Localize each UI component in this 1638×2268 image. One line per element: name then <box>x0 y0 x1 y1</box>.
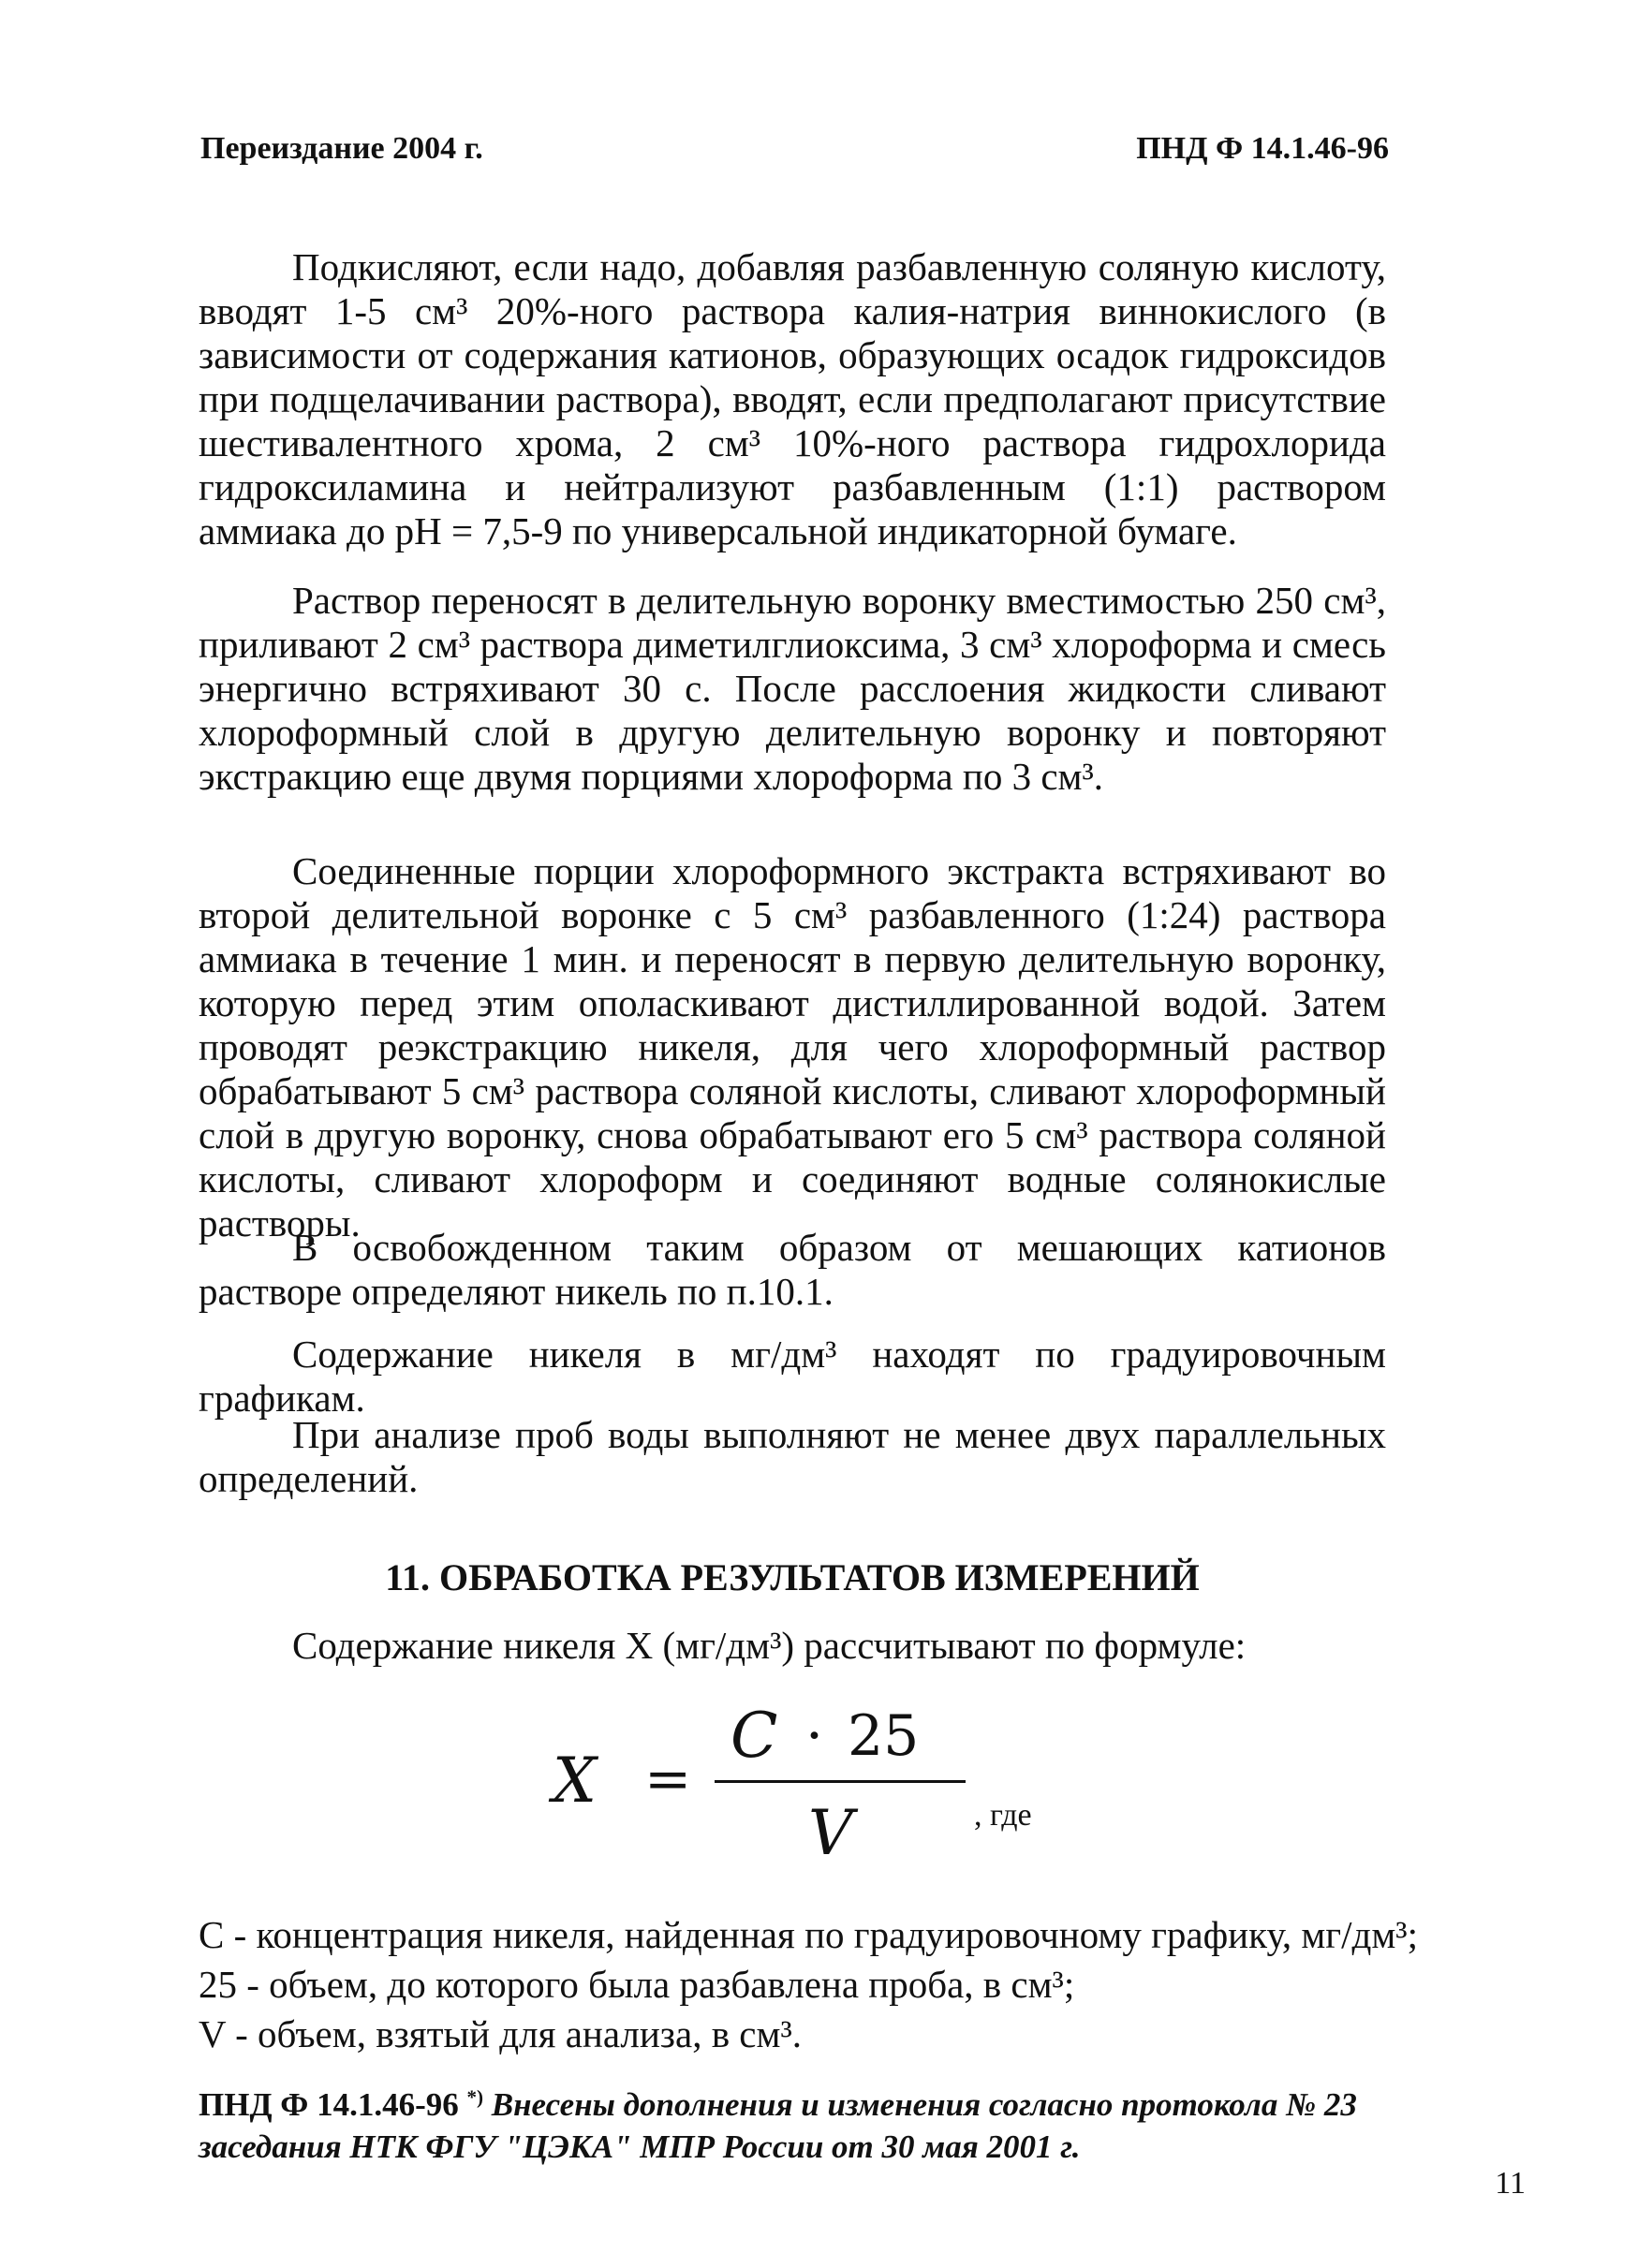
paragraph-calibration <box>199 1333 1386 1421</box>
footnote-code: ПНД Ф 14.1.46-96 <box>199 2086 459 2123</box>
formula-intro: Содержание никеля X (мг/дм³) рассчитывают по формуле: <box>292 1624 1247 1667</box>
formula <box>534 1700 1096 1887</box>
footnote-mark: *) <box>466 2085 483 2109</box>
definition-c: С - концентрация никеля, найденная по градуировочному графику, мг/дм³; <box>199 1913 1418 1956</box>
page-number: 11 <box>1495 2166 1526 2201</box>
formula-numerator-operator: · <box>805 1703 824 1769</box>
formula-numerator-variable: C <box>730 1700 778 1772</box>
paragraph-text: Содержание никеля в мг/дм³ находят по градуировочным графикам. <box>199 1333 1386 1420</box>
paragraph-text: Соединенные порции хлороформного экстракта встряхивают во второй делительной воронке с 5 см³ разбавленного (1:24) раствора аммиака в течение 1 мин. и переносят в первую делительную воронку, которую перед этим ополаскивают дистиллированной водой. Затем проводят реэкстракцию никеля, для чего хлороформный раствор обрабатывают 5 см³ раствора соляной кислоты, сливают хлороформный слой в другую воронку, снова обрабатывают его 5 см³ раствора соляной кислоты, сливают хлороформ и соединяют водные солянокислые растворы. <box>199 849 1386 1244</box>
paragraph-acidify <box>199 245 1386 553</box>
paragraph-extraction <box>199 579 1386 799</box>
paragraph-text: В освобожденном таким образом от мешающих катионов растворе определяют никель по п.10.1. <box>199 1226 1386 1313</box>
paragraph-text: Раствор переносят в делительную воронку вместимостью 250 см³, приливают 2 см³ раствора диметилглиоксима, 3 см³ хлороформа и смесь энергично встряхивают 30 с. После расслоения жидкости сливают хлороформный слой в другую делительную воронку и повторяют экстракцию еще двумя порциями хлороформа по 3 см³. <box>199 579 1386 798</box>
running-header-edition: Переиздание 2004 г. <box>200 131 483 166</box>
paragraph-text: При анализе проб воды выполняют не менее двух параллельных определений. <box>199 1413 1386 1500</box>
fraction-bar <box>715 1780 966 1783</box>
section-heading: 11. ОБРАБОТКА РЕЗУЛЬТАТОВ ИЗМЕРЕНИЙ <box>385 1556 1200 1598</box>
formula-lhs: X <box>553 1745 597 1817</box>
formula-numerator-constant: 25 <box>848 1703 920 1769</box>
paragraph-reextraction <box>199 849 1386 1245</box>
footnote-text: Внесены дополнения и изменения согласно протокола № 23 заседания НТК ФГУ "ЦЭКА" МПР России от 30 мая 2001 г. <box>199 2086 1357 2165</box>
running-header-document-code: ПНД Ф 14.1.46-96 <box>1136 131 1389 166</box>
definition-v: V - объем, взятый для анализа, в см³. <box>199 2012 802 2055</box>
paragraph-parallel <box>199 1413 1386 1501</box>
formula-suffix: , где <box>974 1798 1032 1833</box>
formula-equals: = <box>644 1746 692 1812</box>
definitions-list <box>199 1910 1416 2059</box>
paragraph-text: Подкисляют, если надо, добавляя разбавленную соляную кислоту, вводят 1-5 см³ 20%-ного раствора калия-натрия виннокислого (в зависимости от содержания катионов, образующих осадок гидроксидов при подщелачивании раствора), вводят, если предполагают присутствие шестивалентного хрома, 2 см³ 10%-ного раствора гидрохлорида гидроксиламина и нейтрализуют разбавленным (1:1) раствором аммиака до pH = 7,5-9 по универсальной индикаторной бумаге. <box>199 245 1386 552</box>
paragraph-nickel-determination <box>199 1226 1386 1314</box>
formula-denominator: V <box>808 1797 853 1869</box>
definition-25: 25 - объем, до которого была разбавлена проба, в см³; <box>199 1963 1075 2006</box>
footnote <box>199 2084 1397 2168</box>
